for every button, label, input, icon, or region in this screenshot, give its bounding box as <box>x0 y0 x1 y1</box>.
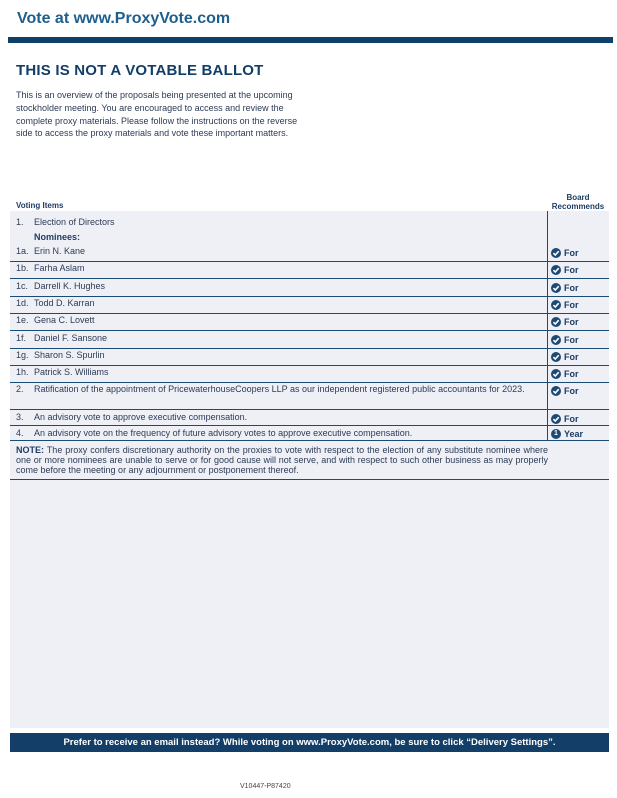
column-header-board-recommends: Board Recommends <box>551 193 605 211</box>
item-2-recommendation <box>551 386 579 396</box>
recommendation-label: For <box>564 369 579 380</box>
item-number: 1f. <box>16 332 27 343</box>
item-text: Ratification of the appointment of PricewaterhouseCoopers LLP as our independent registered public accountants for 2023. <box>34 384 525 394</box>
check-circle-icon <box>551 300 561 310</box>
check-circle-icon <box>551 248 561 258</box>
check-circle-icon <box>551 414 561 424</box>
nominee-recommendation <box>551 317 579 327</box>
note-divider <box>10 479 609 480</box>
item-number: 1c. <box>16 280 29 291</box>
nominee-name: Darrell K. Hughes <box>34 280 106 291</box>
item-1-row <box>10 217 609 243</box>
check-circle-icon <box>551 386 561 396</box>
check-circle-icon <box>551 335 561 345</box>
recommendation-label: For <box>564 317 579 328</box>
item-number: 1b. <box>16 263 29 274</box>
recommendation-label: For <box>564 248 579 258</box>
recommendation-label: Year <box>564 429 584 439</box>
nominee-name: Farha Aslam <box>34 263 85 274</box>
document-code: V10447-P87420 <box>240 783 291 790</box>
number-one-circle-icon: 1 <box>551 429 561 439</box>
item-3-row <box>10 412 609 426</box>
nominee-row <box>10 350 609 366</box>
note-label: NOTE: <box>16 445 44 455</box>
item-number: 1g. <box>16 349 29 360</box>
item-text: An advisory vote to approve executive compensation. <box>34 412 248 422</box>
check-circle-icon <box>551 265 561 275</box>
nominees-label: Nominees: <box>34 232 81 242</box>
item-4-recommendation <box>551 429 583 439</box>
ballot-heading: THIS IS NOT A VOTABLE BALLOT <box>16 62 264 79</box>
nominee-recommendation <box>551 300 579 310</box>
nominee-recommendation <box>551 335 579 345</box>
nominee-row <box>10 263 609 279</box>
item-number: 2. <box>16 384 24 394</box>
recommendation-label: For <box>564 414 579 424</box>
delivery-settings-banner: Prefer to receive an email instead? While voting on www.ProxyVote.com, be sure to click “Delivery Settings”. <box>10 733 609 752</box>
note-text: The proxy confers discretionary authority on the proxies to vote with respect to the election of any substitute nominee where one or more nominees are unable to serve or for good cause will not serve, and with respect to such other business as may properly come before the meeting or any adjournment or postponement thereof. <box>16 445 548 475</box>
nominee-recommendation <box>551 248 579 258</box>
nominee-row <box>10 298 609 314</box>
nominee-row <box>10 333 609 349</box>
top-divider-bar <box>8 37 613 43</box>
check-circle-icon <box>551 352 561 362</box>
recommendation-label: For <box>564 282 579 293</box>
item-2-row <box>10 384 609 410</box>
nominee-row <box>10 315 609 331</box>
nominee-name: Patrick S. Williams <box>34 367 109 378</box>
item-3-recommendation <box>551 414 579 424</box>
recommendation-label: For <box>564 334 579 345</box>
item-4-row <box>10 428 609 441</box>
recommendation-label: For <box>564 386 579 396</box>
item-number: 4. <box>16 428 24 438</box>
nominee-row <box>10 246 609 262</box>
item-number: 1d. <box>16 297 29 308</box>
item-text: An advisory vote on the frequency of future advisory votes to approve executive compensation. <box>34 428 413 438</box>
nominee-recommendation <box>551 352 579 362</box>
nominee-recommendation <box>551 265 579 275</box>
recommendation-label: For <box>564 351 579 362</box>
nominee-name: Daniel F. Sansone <box>34 332 108 343</box>
nominee-recommendation <box>551 283 579 293</box>
item-number: 1e. <box>16 315 29 326</box>
intro-paragraph: This is an overview of the proposals being presented at the upcoming stockholder meeting. You are encouraged to access and review the complete proxy materials. Please follow the instructions on the reverse side to access the proxy materials and vote these important matters. <box>16 90 298 139</box>
check-circle-icon <box>551 283 561 293</box>
check-circle-icon <box>551 317 561 327</box>
nominee-name: Gena C. Lovett <box>34 315 95 326</box>
note-block <box>16 445 548 475</box>
item-number: 3. <box>16 412 24 422</box>
site-title: Vote at www.ProxyVote.com <box>17 10 231 27</box>
recommendation-label: For <box>564 265 579 276</box>
check-circle-icon <box>551 369 561 379</box>
nominee-name: Sharon S. Spurlin <box>34 349 105 360</box>
item-number: 1h. <box>16 367 29 378</box>
item-number: 1a. <box>16 246 29 256</box>
nominee-row <box>10 281 609 297</box>
item-number: 1. <box>16 217 24 227</box>
column-header-voting-items: Voting Items <box>16 201 64 210</box>
nominee-recommendation <box>551 369 579 379</box>
nominee-row <box>10 367 609 383</box>
nominee-name: Todd D. Karran <box>34 297 95 308</box>
recommendation-label: For <box>564 299 579 310</box>
nominee-name: Erin N. Kane <box>34 246 86 256</box>
item-text: Election of Directors <box>34 217 115 227</box>
